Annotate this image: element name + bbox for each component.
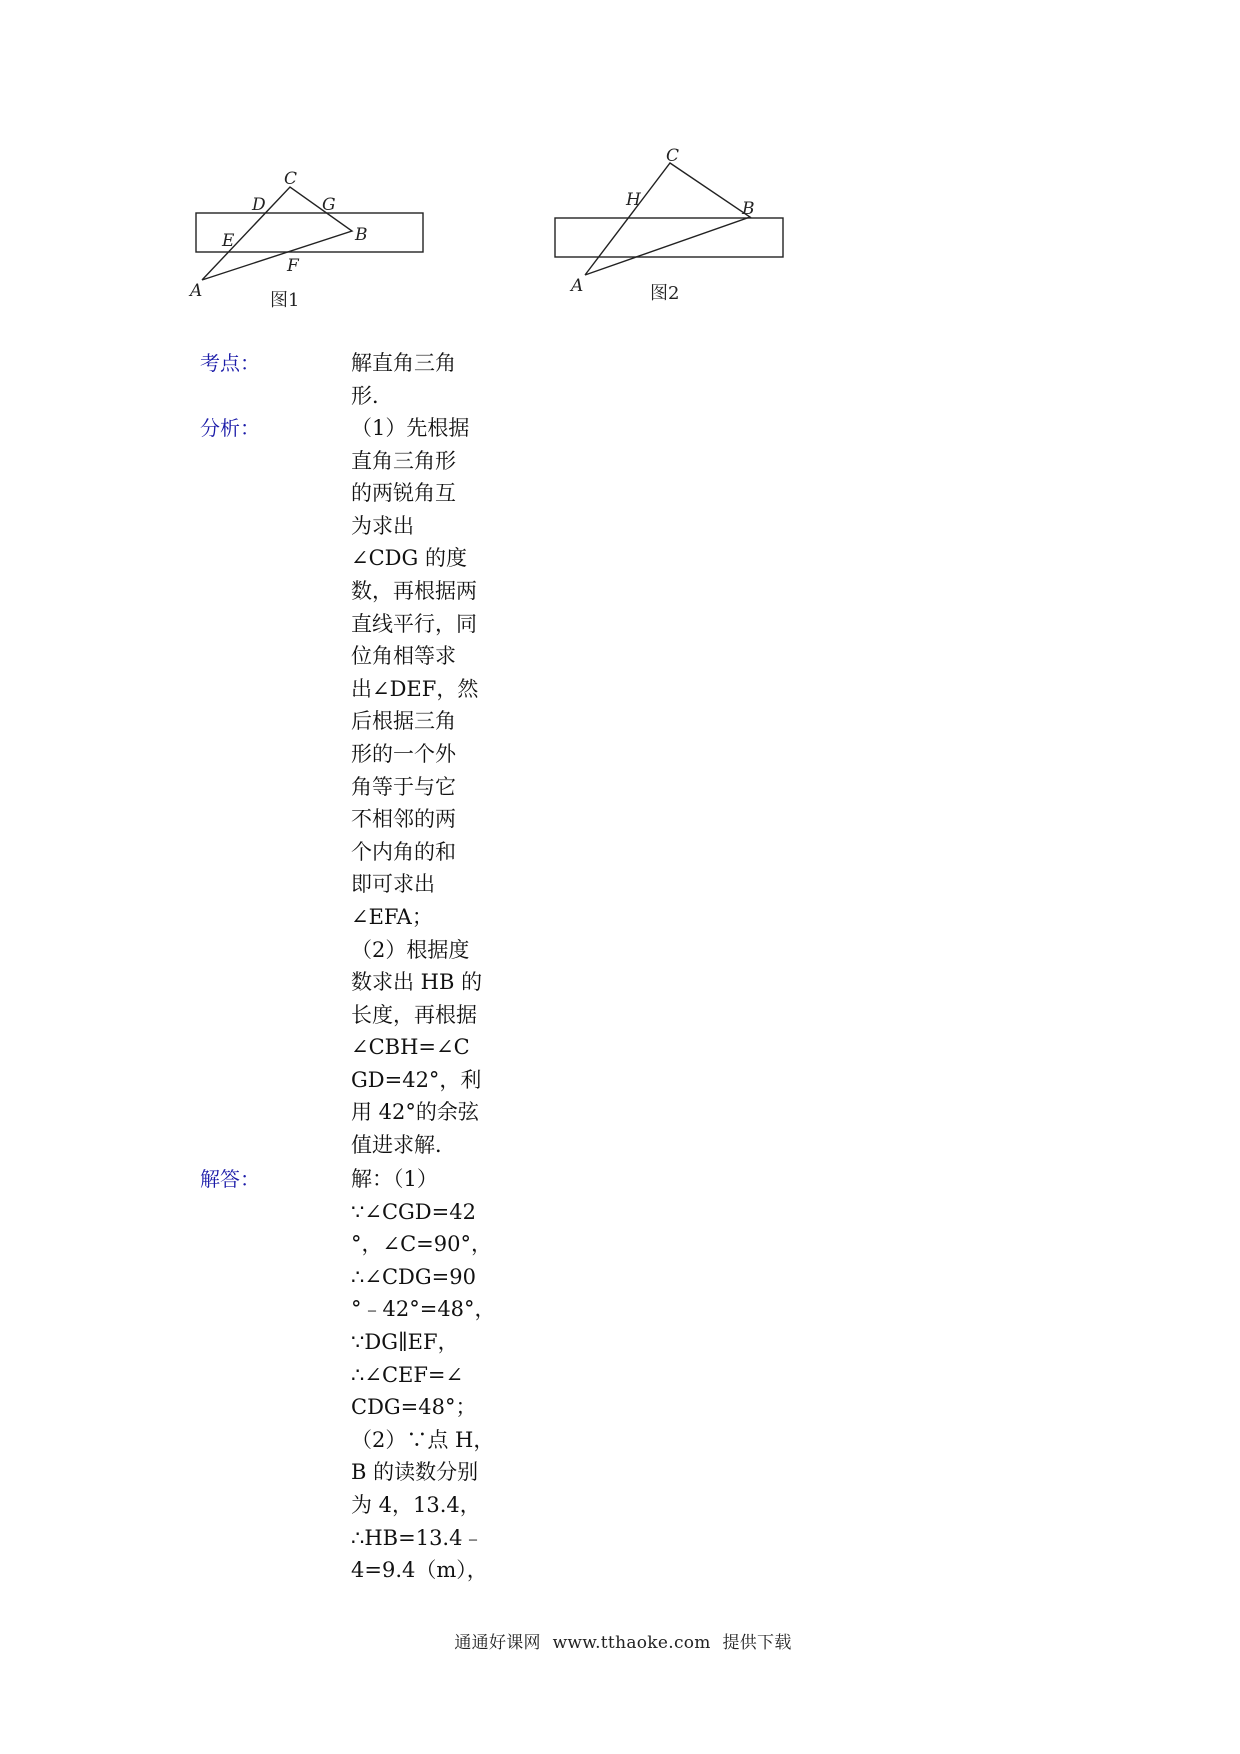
- fenxi-line: ∠EFA；: [351, 904, 433, 929]
- fenxi-line: 即可求出: [351, 872, 435, 897]
- fenxi-line: ∠CDG 的度: [351, 546, 467, 571]
- kaodian-line: 解直角三角: [351, 351, 456, 375]
- fenxi-line: 数，再根据两: [351, 578, 477, 603]
- footer-suffix: 提供下载: [722, 1633, 792, 1653]
- figure-2-caption: 图2: [650, 283, 680, 304]
- fenxi-line: 为求出: [351, 513, 414, 538]
- point-h-label: H: [626, 190, 641, 210]
- jieda-line: ∴∠CDG=90: [351, 1264, 476, 1289]
- point-f-label: F: [287, 256, 299, 276]
- kaodian-label: 考点：: [200, 351, 260, 375]
- jieda-line: ∵∠CGD=42: [351, 1199, 476, 1224]
- figure-2: [540, 145, 800, 315]
- jieda-line: ∵DG∥EF，: [351, 1329, 459, 1354]
- fenxi-line: 直角三角形: [351, 448, 456, 473]
- fenxi-label: 分析：: [200, 416, 260, 440]
- jieda-line: ∴HB=13.4﹣: [351, 1525, 484, 1550]
- kaodian-content: [351, 347, 483, 412]
- point-a-label: A: [190, 281, 203, 301]
- ruler-rect: [555, 218, 783, 257]
- triangle-abc: [585, 163, 750, 275]
- fenxi-line: 直线平行，同: [351, 611, 477, 636]
- fenxi-line: 后根据三角: [351, 709, 456, 734]
- fenxi-line: 用 42°的余弦: [351, 1100, 479, 1125]
- figure-2-diagram: [540, 145, 800, 315]
- jieda-content: [351, 1163, 496, 1587]
- point-a-label: A: [571, 276, 584, 296]
- fenxi-line: 数求出 HB 的: [351, 970, 483, 995]
- point-c-label: C: [666, 146, 680, 166]
- jieda-line: 解：（1）: [351, 1167, 438, 1191]
- fenxi-line: 位角相等求: [351, 644, 456, 669]
- fenxi-line: 不相邻的两: [351, 807, 456, 832]
- point-c-label: C: [284, 169, 298, 189]
- fenxi-line: （1）先根据: [351, 416, 470, 440]
- jieda-line: 4=9.4（m），: [351, 1558, 488, 1583]
- jieda-line: （2）∵点 H，: [351, 1427, 495, 1452]
- fenxi-line: 值进求解．: [351, 1133, 456, 1158]
- point-d-label: D: [252, 195, 266, 215]
- fenxi-line: 个内角的和: [351, 839, 456, 864]
- jieda-line: CDG=48°；: [351, 1395, 477, 1420]
- jieda-line: ∴∠CEF=∠: [351, 1362, 464, 1387]
- fenxi-line: ∠CBH=∠C: [351, 1035, 470, 1060]
- fenxi-line: 出∠DEF，然: [351, 676, 479, 701]
- point-b-label: B: [355, 225, 368, 245]
- point-b-label: B: [742, 199, 755, 219]
- point-e-label: E: [222, 231, 235, 251]
- kaodian-line: 形．: [351, 383, 393, 408]
- fenxi-line: 角等于与它: [351, 774, 456, 799]
- fenxi-line: 的两锐角互: [351, 481, 456, 506]
- page-footer: [0, 1628, 1240, 1653]
- fenxi-line: （2）根据度: [351, 937, 470, 962]
- jieda-line: B 的读数分别: [351, 1460, 479, 1485]
- jieda-line: °﹣42°=48°，: [351, 1297, 496, 1322]
- footer-url[interactable]: www.tthaoke.com: [552, 1633, 711, 1653]
- fenxi-line: 长度，再根据: [351, 1002, 477, 1027]
- figure-1-caption: 图1: [270, 290, 300, 311]
- figure-1-diagram: [180, 160, 440, 320]
- jieda-label: 解答：: [200, 1167, 260, 1191]
- jieda-line: 为 4，13.4，: [351, 1492, 481, 1517]
- figure-1: [180, 160, 440, 320]
- point-g-label: G: [322, 195, 336, 215]
- footer-site-name: 通通好课网: [454, 1633, 541, 1653]
- fenxi-line: 形的一个外: [351, 741, 456, 766]
- fenxi-line: GD=42°，利: [351, 1067, 482, 1092]
- fenxi-content: [351, 412, 483, 1162]
- jieda-line: °，∠C=90°，: [351, 1232, 492, 1257]
